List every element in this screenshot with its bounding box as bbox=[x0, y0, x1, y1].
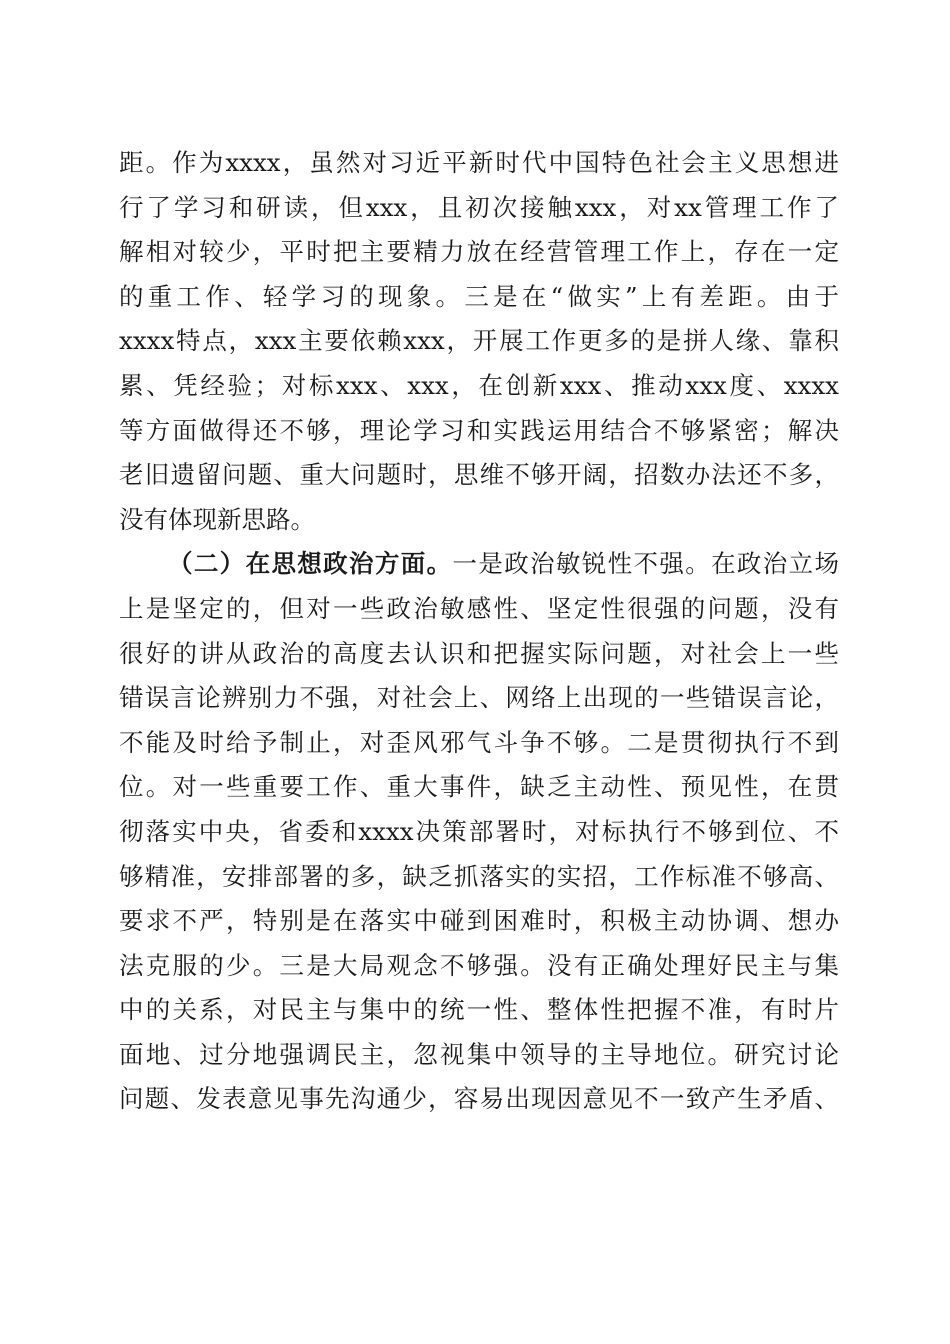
paragraph-line: 距。作为xxxx，虽然对习近平新时代中国特色社会主义思想进 bbox=[119, 148, 839, 177]
paragraph-line: 法克服的少。三是大局观念不够强。没有正确处理好民主与集 bbox=[119, 950, 839, 980]
paragraph-line: 位。对一些重要工作、重大事件，缺乏主动性、预见性，在贯 bbox=[119, 772, 839, 802]
paragraph-line: 面地、过分地强调民主，忽视集中领导的主导地位。研究讨论 bbox=[119, 1039, 839, 1069]
paragraph-line: 错误言论辨别力不强，对社会上、网络上出现的一些错误言论， bbox=[119, 683, 839, 713]
section-first-line-text: 一是政治敏锐性不强。在政治立场 bbox=[452, 549, 839, 579]
section-heading: （二）在思想政治方面。 bbox=[168, 549, 453, 579]
paragraph-line: 老旧遗留问题、重大问题时，思维不够开阔，招数办法还不多， bbox=[119, 460, 839, 490]
paragraph-line: 的重工作、轻学习的现象。三是在“做实”上有差距。由于 bbox=[119, 281, 839, 311]
paragraph-line: 中的关系，对民主与集中的统一性、整体性把握不准，有时片 bbox=[119, 995, 839, 1025]
paragraph-line: 彻落实中央，省委和xxxx决策部署时，对标执行不够到位、不 bbox=[119, 816, 839, 846]
section-first-line bbox=[119, 542, 839, 587]
paragraph-line: 累、凭经验；对标xxx、xxx，在创新xxx、推动xxx度、xxxx bbox=[119, 370, 839, 400]
paragraph-line: 行了学习和研读，但xxx，且初次接触xxx，对xx管理工作了 bbox=[119, 192, 839, 222]
paragraph-line: 没有体现新思路。 bbox=[119, 504, 315, 534]
paragraph-line: 不能及时给予制止，对歪风邪气斗争不够。二是贯彻执行不到 bbox=[119, 727, 839, 757]
paragraph-line: 很好的讲从政治的高度去认识和把握实际问题，对社会上一些 bbox=[119, 638, 839, 668]
paragraph-line: 够精准，安排部署的多，缺乏抓落实的实招，工作标准不够高、 bbox=[119, 861, 839, 891]
paragraph-line: xxxx特点，xxx主要依赖xxx，开展工作更多的是拼人缘、靠积 bbox=[119, 326, 839, 356]
body-text bbox=[119, 141, 839, 1122]
paragraph-line: 问题、发表意见事先沟通少，容易出现因意见不一致产生矛盾、 bbox=[119, 1084, 839, 1114]
paragraph-line: 解相对较少，平时把主要精力放在经营管理工作上，存在一定 bbox=[119, 237, 839, 267]
paragraph-line: 上是坚定的，但对一些政治敏感性、坚定性很强的问题，没有 bbox=[119, 593, 839, 623]
paragraph-line: 要求不严，特别是在落实中碰到困难时，积极主动协调、想办 bbox=[119, 906, 839, 936]
paragraph-line: 等方面做得还不够，理论学习和实践运用结合不够紧密；解决 bbox=[119, 415, 839, 445]
